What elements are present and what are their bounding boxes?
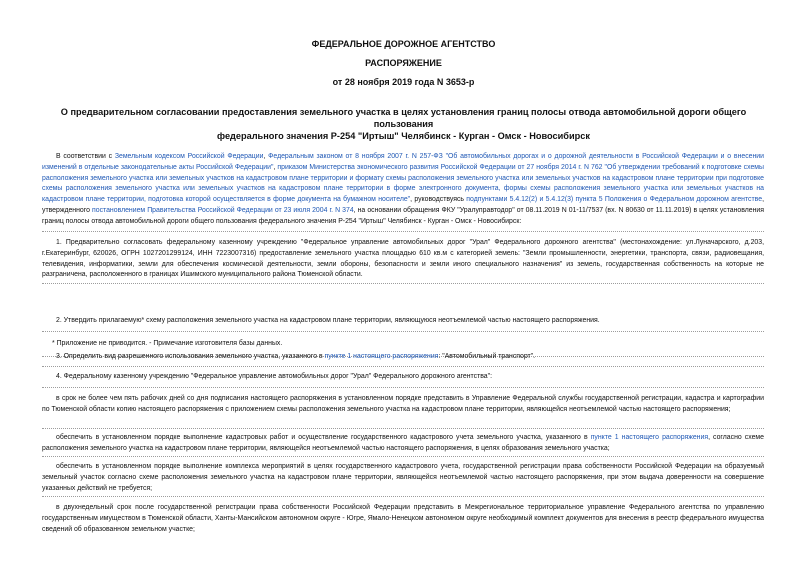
- preamble-paragraph: [42, 152, 764, 228]
- title-line-1: О предварительном согласовании предоставления земельного участка в целях установления границ полосы отвода автомобильной дороги общего пользования: [60, 107, 747, 129]
- preamble-text-5: , утвержденного: [42, 196, 764, 214]
- subclause-b-text-2: , согласно схеме расположения земельного участка на кадастровом плане территории, являющейся неотъемлемой частью настоящего распоряжения, в целях образования земельного участка;: [42, 434, 764, 452]
- item-3-text: [42, 352, 764, 363]
- separator-line: [42, 496, 764, 497]
- item-3-text-2: : "Автомобильный транспорт".: [438, 353, 536, 360]
- document-title: [30, 106, 777, 142]
- link-government-resolution-374[interactable]: постановлением Правительства Российской Федерации от 23 июля 2004 г. N 374: [92, 206, 354, 214]
- link-regulation-subclauses[interactable]: подпунктами 5.4.12(2) и 5.4.12(3) пункта 5 Положения о Федеральном дорожном агентстве: [466, 196, 763, 204]
- separator-line: [42, 366, 764, 367]
- preamble-text-1: В соответствии с: [56, 153, 115, 160]
- agency-name: ФЕДЕРАЛЬНОЕ ДОРОЖНОЕ АГЕНТСТВО: [311, 39, 496, 49]
- link-land-code[interactable]: Земельным кодексом Российской Федерации: [114, 153, 264, 160]
- item-4-paragraph: 4. Федеральному казенному учреждению "Федеральное управление автомобильных дорог "Урал" Федерального дорожного агентства":: [56, 373, 492, 380]
- footnote: * Приложение не приводится. - Примечание изготовителя базы данных.: [52, 340, 283, 347]
- preamble-text-6: , на основании обращения ФКУ "Уралуправтодор" от 08.11.2019 N 01-11/7537 (вх. N 80630 от 11.11.2019) в целях установления границ полосы отвода автомобильной дороги общего пользования федерального значения Р-254 "Иртыш" Челябинск - Курган - Омск - Новосибирск:: [42, 206, 764, 225]
- item-2-paragraph: 2. Утвердить прилагаемую* схему расположения земельного участка на кадастровом плане территории, являющуюся неотъемлемой частью настоящего распоряжения.: [56, 317, 600, 324]
- link-federal-law-257[interactable]: Федеральным законом от 8 ноября 2007 г. N 257-ФЗ "Об автомобильных дорогах и о дорожной деятельности в Российской Федерации и о внесении изменений в отдельные законодательные акты Российской Федерации": [42, 153, 764, 171]
- preamble-text-3: ,: [273, 163, 278, 171]
- item-4-subclause-register: в двухнедельный срок после государственной регистрации права собственности Российской Федерации представить в Межрегиональное территориальное управление Федерального агентства по управлению государственным имуществом в Тюменской области, Ханты-Мансийском автономном округе - Югре, Ямало-Ненецком автономном округе необходимый комплект документов для внесения в реестр федерального имущества сведений об образованном земельном участке;: [42, 504, 764, 533]
- item-4-subclause-deadline: в срок не более чем пять рабочих дней со дня подписания настоящего распоряжения в установленном порядке представить в Управление Федеральной службы государственной регистрации, кадастра и картографии по Тюменской области копию настоящего распоряжения с приложением схемы расположения земельного участка на кадастровом плане территории, являющейся неотъемлемой частью настоящего распоряжения;: [42, 395, 764, 413]
- item-4-subclause-cadastral-works: [42, 433, 764, 455]
- separator-line: [42, 456, 764, 457]
- preamble-text-2: ,: [263, 153, 269, 160]
- title-line-2: федерального значения Р-254 "Иртыш" Челябинск - Курган - Омск - Новосибирск: [217, 131, 590, 141]
- item-3-text-1: 3. Определить вид разрешенного использования земельного участка, указанного в: [56, 353, 325, 360]
- item-4-subclause-registration: обеспечить в установленном порядке выполнение комплекса мероприятий в целях государственного кадастрового учета, государственной регистрации права собственности Российской Федерации на образуемый земельный участок согласно схеме расположения земельного участка на кадастровом плане территории, являющейся неотъемлемой частью настоящего распоряжения, при этом выдача доверенности на совершение указанных действий не требуется;: [42, 463, 764, 492]
- separator-line: [42, 231, 764, 232]
- link-order-762[interactable]: приказом Министерства экономического развития Российской Федерации от 27 ноября 2014 г. N 762 "Об утверждении требований к подготовке схемы расположения земельного участка или земельных участков на кадастровом плане территории и формату схемы расположения земельного участка или земельных участков на кадастровом плане территории при подготовке схемы расположения земельного участка или земельных участков на кадастровом плане территории в форме электронного документа, формы схемы расположения земельного участка или земельных участков на кадастровом плане территории, подготовка которой осуществляется в форме документа на бумажном носителе": [42, 163, 764, 204]
- separator-line: [42, 283, 764, 284]
- subclause-b-text-1: обеспечить в установленном порядке выполнение кадастровых работ и осуществление государственного кадастрового учета земельного участка, указанного в: [56, 434, 591, 441]
- separator-line: [42, 428, 764, 429]
- link-item-1[interactable]: пункте 1 настоящего распоряжения: [590, 434, 709, 441]
- link-item-1[interactable]: пункте 1 настоящего распоряжения: [324, 353, 439, 360]
- item-1-paragraph: 1. Предварительно согласовать федеральному казенному учреждению "Федеральное управление автомобильных дорог "Урал" Федерального дорожного агентства" (местонахождение: ул.Луначарского, д.203, г.Екатеринбург, 620026, ОГРН 1027201299124, ИНН 7223007316) предоставление земельного участка площадью 610 кв.м с категорией земель: "Земли промышленности, энергетики, транспорта, связи, радиовещания, телевидения, информатики, земли для обеспечения космической деятельности, земли обороны, безопасности и земли иного специального назначения" из земель, государственная собственность на которые не разграничена, расположенного в границах Ишимского муниципального района Тюменской области.: [42, 239, 764, 279]
- separator-line: [42, 387, 764, 388]
- document-date-number: от 28 ноября 2019 года N 3653-р: [332, 77, 475, 87]
- preamble-text-4: , руководствуясь: [410, 196, 467, 204]
- separator-line: [42, 331, 764, 332]
- document-type: РАСПОРЯЖЕНИЕ: [365, 58, 442, 68]
